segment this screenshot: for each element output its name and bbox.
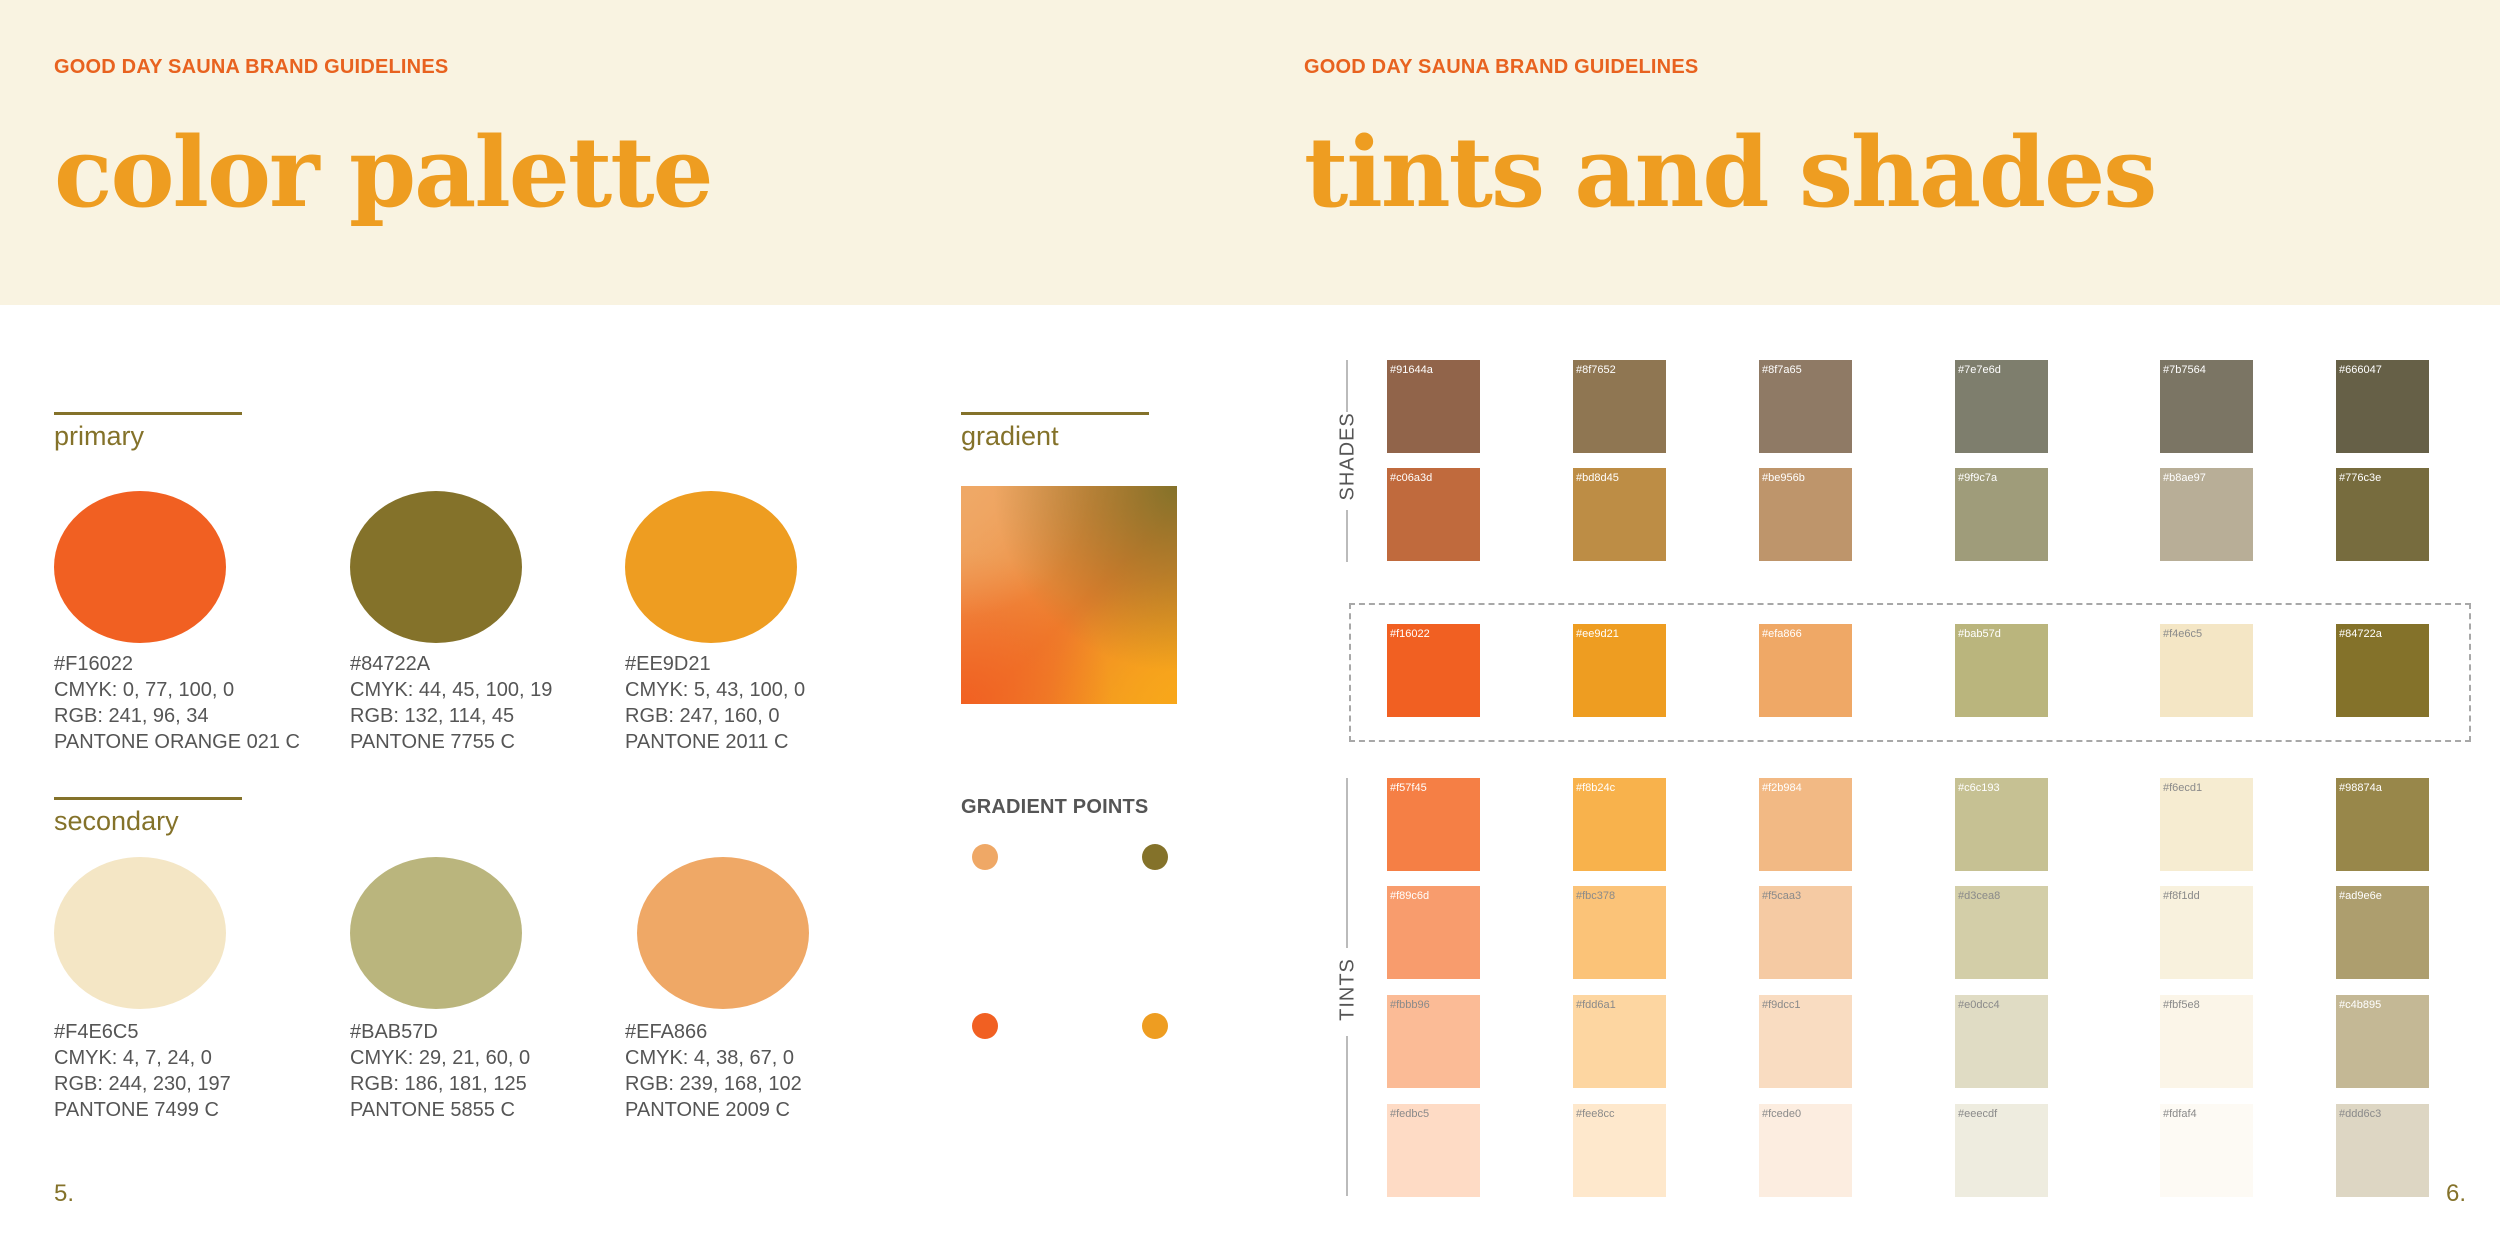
primary-label: primary <box>54 421 145 451</box>
primary-swatch-2 <box>350 491 522 643</box>
spec-hex: #F16022 <box>54 653 133 675</box>
primary-spec-2 <box>350 651 650 755</box>
tile-hex-label: #9f9c7a <box>1958 472 1998 484</box>
tint-tile <box>1955 886 2048 979</box>
left-page-number: 5. <box>54 1180 75 1207</box>
gradient-label: gradient <box>961 421 1059 451</box>
tint-tile <box>1955 778 2048 871</box>
tile-hex-label: #fedbc5 <box>1390 1108 1430 1120</box>
gradient-points-title: GRADIENT POINTS <box>961 796 1149 818</box>
right-page-number: 6. <box>2446 1180 2467 1207</box>
spec-hex: #EE9D21 <box>625 653 711 675</box>
base-tile <box>1955 624 2048 717</box>
tile-hex-label: #7e7e6d <box>1958 364 2001 376</box>
secondary-swatch-3 <box>637 857 809 1009</box>
tint-tile <box>1573 1104 1666 1197</box>
spec-rgb: RGB: 239, 168, 102 <box>625 1073 802 1095</box>
tile-hex-label: #666047 <box>2339 364 2382 376</box>
tile-hex-label: #bd8d45 <box>1576 472 1619 484</box>
tile-hex-label: #c4b895 <box>2339 999 2382 1011</box>
secondary-spec-1 <box>54 1019 354 1123</box>
gradient-point-top-right <box>1142 844 1168 870</box>
right-eyebrow: GOOD DAY SAUNA BRAND GUIDELINES <box>1304 56 1699 78</box>
tint-tile <box>2336 886 2429 979</box>
shades-label: SHADES <box>1336 412 1359 501</box>
base-tile <box>1573 624 1666 717</box>
tint-tile <box>1387 995 1480 1088</box>
gradient-point-bottom-left <box>972 1013 998 1039</box>
spec-cmyk: CMYK: 5, 43, 100, 0 <box>625 679 806 701</box>
base-tile <box>2336 624 2429 717</box>
shade-tile <box>1955 360 2048 453</box>
tint-tile <box>1759 995 1852 1088</box>
spec-hex: #84722A <box>350 653 431 675</box>
shade-tile <box>2336 360 2429 453</box>
tile-hex-label: #e0dcc4 <box>1958 999 2000 1011</box>
secondary-swatch-2 <box>350 857 522 1009</box>
primary-spec-3 <box>625 651 925 755</box>
spec-cmyk: CMYK: 4, 7, 24, 0 <box>54 1047 212 1069</box>
tile-hex-label: #91644a <box>1390 364 1433 376</box>
shade-tile <box>1759 360 1852 453</box>
tile-hex-label: #776c3e <box>2339 472 2382 484</box>
primary-swatch-1 <box>54 491 226 643</box>
shade-tile <box>1573 468 1666 561</box>
spec-cmyk: CMYK: 44, 45, 100, 19 <box>350 679 553 701</box>
tile-hex-label: #ddd6c3 <box>2339 1108 2382 1120</box>
secondary-label: secondary <box>54 806 179 836</box>
tint-tile <box>1573 886 1666 979</box>
spec-hex: #F4E6C5 <box>54 1021 139 1043</box>
tile-hex-label: #ad9e6e <box>2339 890 2382 902</box>
tint-tile <box>2160 778 2253 871</box>
tile-hex-label: #f6ecd1 <box>2163 782 2203 794</box>
shade-tile <box>1759 468 1852 561</box>
spec-rgb: RGB: 186, 181, 125 <box>350 1073 527 1095</box>
tints-label: TINTS <box>1336 958 1359 1021</box>
tile-hex-label: #f9dcc1 <box>1762 999 1801 1011</box>
tint-tile <box>2336 1104 2429 1197</box>
tile-hex-label: #bab57d <box>1958 628 2001 640</box>
tint-tile <box>2160 886 2253 979</box>
tile-hex-label: #8f7a65 <box>1762 364 1802 376</box>
tile-hex-label: #ee9d21 <box>1576 628 1619 640</box>
spec-pantone: PANTONE 7499 C <box>54 1099 219 1121</box>
shade-tile <box>2336 468 2429 561</box>
left-eyebrow: GOOD DAY SAUNA BRAND GUIDELINES <box>54 56 449 78</box>
tint-tile <box>1759 886 1852 979</box>
tile-hex-label: #f8b24c <box>1576 782 1616 794</box>
tile-hex-label: #98874a <box>2339 782 2382 794</box>
tile-hex-label: #f57f45 <box>1390 782 1427 794</box>
tint-tile <box>1387 886 1480 979</box>
spec-hex: #BAB57D <box>350 1021 438 1043</box>
spec-rgb: RGB: 247, 160, 0 <box>625 705 780 727</box>
primary-spec-1 <box>54 651 354 755</box>
primary-rule <box>54 412 242 415</box>
secondary-spec-3 <box>625 1019 925 1123</box>
tile-hex-label: #f89c6d <box>1390 890 1430 902</box>
spec-pantone: PANTONE 7755 C <box>350 731 515 753</box>
spec-cmyk: CMYK: 29, 21, 60, 0 <box>350 1047 531 1069</box>
tile-hex-label: #be956b <box>1762 472 1805 484</box>
tile-hex-label: #f5caa3 <box>1762 890 1802 902</box>
shade-tile <box>1955 468 2048 561</box>
tile-hex-label: #b8ae97 <box>2163 472 2206 484</box>
tint-tile <box>1759 1104 1852 1197</box>
tile-hex-label: #fcede0 <box>1762 1108 1802 1120</box>
base-tile <box>2160 624 2253 717</box>
tints-line-top <box>1346 778 1348 948</box>
shades-line-top <box>1346 360 1348 412</box>
tile-hex-label: #c6c193 <box>1958 782 2000 794</box>
primary-swatch-3 <box>625 491 797 643</box>
spec-rgb: RGB: 241, 96, 34 <box>54 705 209 727</box>
tints-line-bottom <box>1346 1036 1348 1196</box>
tint-tile <box>2160 995 2253 1088</box>
tint-tile <box>1387 1104 1480 1197</box>
shades-line-bottom <box>1346 510 1348 562</box>
base-tile <box>1759 624 1852 717</box>
tile-hex-label: #f2b984 <box>1762 782 1802 794</box>
gradient-rule <box>961 412 1149 415</box>
spec-pantone: PANTONE 5855 C <box>350 1099 515 1121</box>
tile-hex-label: #84722a <box>2339 628 2382 640</box>
shade-tile <box>1387 360 1480 453</box>
shade-tile <box>1387 468 1480 561</box>
shade-tile <box>1573 360 1666 453</box>
spec-rgb: RGB: 132, 114, 45 <box>350 705 515 727</box>
gradient-sample <box>961 486 1177 704</box>
base-colors-frame <box>1349 603 2471 742</box>
tile-hex-label: #f4e6c5 <box>2163 628 2203 640</box>
tile-hex-label: #c06a3d <box>1390 472 1433 484</box>
secondary-swatch-1 <box>54 857 226 1009</box>
spec-pantone: PANTONE 2009 C <box>625 1099 790 1121</box>
tint-tile <box>1387 778 1480 871</box>
tile-hex-label: #7b7564 <box>2163 364 2206 376</box>
tint-tile <box>1955 1104 2048 1197</box>
base-tile <box>1387 624 1480 717</box>
tile-hex-label: #fdd6a1 <box>1576 999 1616 1011</box>
tile-hex-label: #f16022 <box>1390 628 1430 640</box>
tile-hex-label: #f8f1dd <box>2163 890 2200 902</box>
tile-hex-label: #fbf5e8 <box>2163 999 2200 1011</box>
spec-cmyk: CMYK: 4, 38, 67, 0 <box>625 1047 794 1069</box>
tile-hex-label: #fee8cc <box>1576 1108 1615 1120</box>
spec-pantone: PANTONE ORANGE 021 C <box>54 731 300 753</box>
spec-rgb: RGB: 244, 230, 197 <box>54 1073 231 1095</box>
secondary-rule <box>54 797 242 800</box>
tint-tile <box>2160 1104 2253 1197</box>
tint-tile <box>1955 995 2048 1088</box>
shade-tile <box>2160 360 2253 453</box>
right-page-title: tints and shades <box>1304 116 2156 229</box>
spec-pantone: PANTONE 2011 C <box>625 731 789 753</box>
gradient-point-top-left <box>972 844 998 870</box>
tint-tile <box>1573 995 1666 1088</box>
spec-hex: #EFA866 <box>625 1021 708 1043</box>
left-page-title: color palette <box>54 116 712 229</box>
tint-tile <box>2336 778 2429 871</box>
secondary-spec-2 <box>350 1019 650 1123</box>
tile-hex-label: #fbc378 <box>1576 890 1616 902</box>
shade-tile <box>2160 468 2253 561</box>
tint-tile <box>1573 778 1666 871</box>
tile-hex-label: #fdfaf4 <box>2163 1108 2197 1120</box>
spec-cmyk: CMYK: 0, 77, 100, 0 <box>54 679 235 701</box>
tile-hex-label: #8f7652 <box>1576 364 1616 376</box>
tile-hex-label: #d3cea8 <box>1958 890 2001 902</box>
tint-tile <box>1759 778 1852 871</box>
tint-tile <box>2336 995 2429 1088</box>
tile-hex-label: #efa866 <box>1762 628 1802 640</box>
gradient-point-bottom-right <box>1142 1013 1168 1039</box>
tile-hex-label: #fbbb96 <box>1390 999 1430 1011</box>
tile-hex-label: #eeecdf <box>1958 1108 1998 1120</box>
